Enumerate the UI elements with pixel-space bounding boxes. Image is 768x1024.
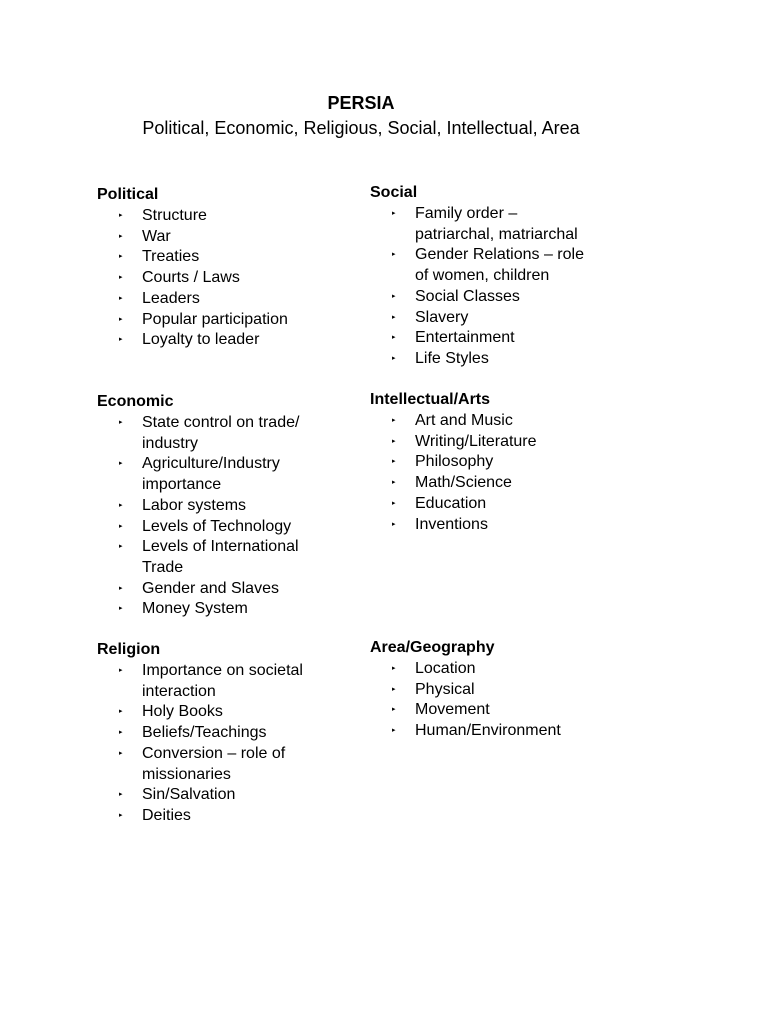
list-item-text: Levels of International Trade	[142, 538, 299, 576]
list-item	[370, 473, 600, 494]
list-item	[370, 308, 600, 329]
bullet-icon: ▸	[119, 543, 123, 551]
list-item-text: Inventions	[415, 515, 488, 533]
list-item-text: Human/Environment	[415, 722, 561, 740]
list-item	[370, 700, 600, 721]
list-item	[370, 680, 600, 701]
page-subtitle: Political, Economic, Religious, Social, Intellectual, Area	[142, 118, 580, 138]
bullet-icon: ▸	[119, 294, 123, 302]
list-item	[370, 452, 600, 473]
section-heading: Religion	[97, 641, 161, 658]
section-heading: Intellectual/Arts	[370, 391, 491, 408]
bullet-icon: ▸	[119, 584, 123, 592]
list-item-text: Holy Books	[142, 703, 223, 721]
list-item	[97, 579, 327, 600]
bullet-icon: ▸	[392, 354, 396, 362]
list-item	[97, 413, 327, 454]
bullet-icon: ▸	[392, 706, 396, 714]
list-item	[97, 227, 327, 248]
bullet-icon: ▸	[392, 727, 396, 735]
list-item	[370, 659, 600, 680]
list-item-text: Structure	[142, 207, 207, 224]
bullet-icon: ▸	[119, 212, 123, 219]
page-header	[0, 91, 722, 140]
list-item-text: Beliefs/Teachings	[142, 724, 267, 742]
bullet-icon: ▸	[119, 729, 123, 737]
bullet-icon: ▸	[392, 499, 396, 507]
list-item-text: Treaties	[142, 248, 200, 266]
list-item	[97, 206, 327, 227]
bullet-icon: ▸	[392, 251, 396, 259]
list-item-text: Movement	[415, 701, 490, 719]
list-item	[97, 599, 327, 620]
bullet-icon: ▸	[119, 253, 123, 261]
bullet-icon: ▸	[392, 437, 396, 445]
list-item	[370, 721, 600, 742]
list-item-text: Agriculture/Industry importance	[142, 455, 280, 494]
list-item-text: Loyalty to leader	[142, 331, 260, 349]
list-item-text: Writing/Literature	[415, 432, 537, 450]
list-item-text: Location	[415, 660, 476, 677]
section-list	[97, 206, 357, 351]
section-heading: Economic	[97, 393, 174, 410]
list-item-text: Math/Science	[415, 474, 512, 492]
list-item-text: Life Styles	[415, 349, 489, 367]
list-item-text: Slavery	[415, 308, 469, 326]
bullet-icon: ▸	[392, 479, 396, 487]
section-religion	[97, 640, 357, 827]
bullet-icon: ▸	[392, 520, 396, 528]
bullet-icon: ▸	[119, 667, 123, 674]
list-item-text: Education	[415, 494, 487, 512]
bullet-icon: ▸	[392, 417, 396, 424]
list-item-text: Gender Relations – role of women, children	[415, 246, 584, 285]
bullet-icon: ▸	[119, 419, 123, 426]
list-item-text: Art and Music	[415, 412, 513, 429]
section-heading: Political	[97, 186, 159, 203]
list-item-text: Popular participation	[142, 310, 288, 328]
list-item	[97, 517, 327, 538]
section-social	[370, 183, 630, 370]
bullet-icon: ▸	[119, 232, 123, 240]
list-item	[370, 287, 600, 308]
section-list	[97, 661, 357, 827]
bullet-icon: ▸	[119, 460, 123, 468]
section-political	[97, 185, 357, 351]
list-item	[370, 328, 600, 349]
list-item-text: Family order – patriarchal, matriarchal	[415, 205, 578, 243]
list-item-text: Levels of Technology	[142, 517, 292, 535]
list-item-text: Leaders	[142, 289, 200, 307]
section-list	[370, 204, 630, 370]
list-item	[97, 537, 327, 578]
bullet-icon: ▸	[119, 501, 123, 509]
list-item-text: Sin/Salvation	[142, 786, 236, 804]
list-item-text: Importance on societal interaction	[142, 662, 303, 700]
page-title: PERSIA	[327, 93, 395, 113]
bullet-icon: ▸	[392, 210, 396, 217]
bullet-icon: ▸	[119, 522, 123, 530]
list-item	[97, 454, 327, 495]
list-item-text: Social Classes	[415, 287, 520, 305]
list-item	[97, 785, 327, 806]
list-item-text: Physical	[415, 680, 475, 698]
list-item-text: War	[142, 227, 171, 245]
list-item	[97, 661, 327, 702]
list-item	[97, 723, 327, 744]
bullet-icon: ▸	[392, 313, 396, 321]
list-item-text: Courts / Laws	[142, 269, 240, 287]
section-list	[370, 411, 630, 535]
bullet-icon: ▸	[392, 685, 396, 693]
list-item	[97, 330, 327, 351]
list-item	[370, 515, 600, 536]
list-item	[370, 245, 600, 286]
list-item	[370, 432, 600, 453]
list-item-text: Deities	[142, 806, 191, 824]
list-item	[97, 702, 327, 723]
section-heading: Social	[370, 184, 418, 201]
section-intellectual-arts	[370, 390, 630, 535]
bullet-icon: ▸	[119, 315, 123, 323]
list-item-text: Entertainment	[415, 329, 515, 347]
bullet-icon: ▸	[119, 274, 123, 282]
bullet-icon: ▸	[119, 336, 123, 344]
list-item-text: Labor systems	[142, 496, 247, 514]
list-item-text: Money System	[142, 600, 248, 618]
list-item	[97, 496, 327, 517]
bullet-icon: ▸	[119, 811, 123, 819]
bullet-icon: ▸	[392, 334, 396, 342]
bullet-icon: ▸	[392, 292, 396, 300]
section-economic	[97, 392, 357, 620]
list-item	[97, 268, 327, 289]
list-item	[370, 349, 600, 370]
bullet-icon: ▸	[392, 458, 396, 466]
section-list	[370, 659, 630, 742]
list-item	[97, 806, 327, 827]
bullet-icon: ▸	[119, 605, 123, 613]
section-list	[97, 413, 357, 620]
bullet-icon: ▸	[119, 749, 123, 757]
list-item-text: Philosophy	[415, 453, 494, 471]
bullet-icon: ▸	[119, 708, 123, 716]
list-item	[370, 411, 600, 432]
list-item	[97, 310, 327, 331]
list-item-text: Gender and Slaves	[142, 579, 279, 597]
section-area-geography	[370, 638, 630, 742]
list-item	[97, 289, 327, 310]
section-heading: Area/Geography	[370, 639, 495, 656]
list-item-text: Conversion – role of missionaries	[142, 744, 286, 783]
list-item	[370, 494, 600, 515]
list-item	[97, 744, 327, 785]
list-item	[370, 204, 600, 245]
bullet-icon: ▸	[392, 665, 396, 672]
list-item-text: State control on trade/ industry	[142, 414, 300, 452]
bullet-icon: ▸	[119, 791, 123, 799]
list-item	[97, 247, 327, 268]
